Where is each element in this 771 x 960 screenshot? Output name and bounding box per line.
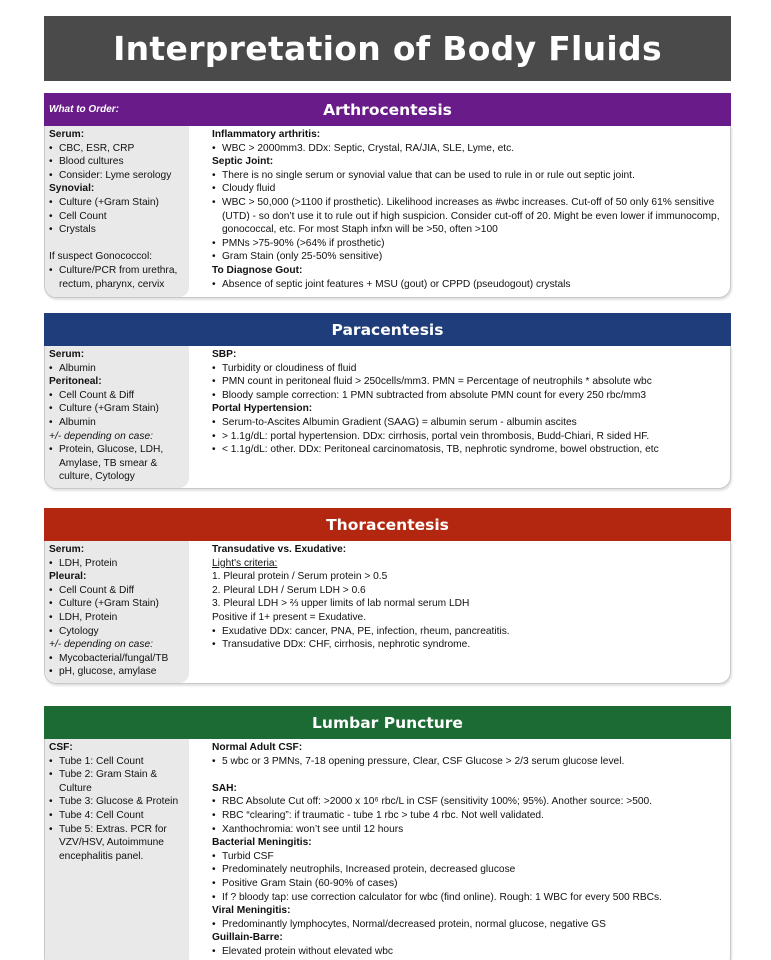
list-item: • Tube 3: Glucose & Protein xyxy=(49,795,189,809)
list-item: Light's criteria: xyxy=(212,557,278,569)
section-body xyxy=(44,346,731,489)
list-item: • LDH, Protein xyxy=(49,611,189,625)
list-item: • RBC “clearing”: if traumatic - tube 1 rbc > tube 4 rbc. Not well validated. xyxy=(212,809,724,823)
list-item: • Xanthochromia: won’t see until 12 hours xyxy=(212,823,724,837)
subheading: Portal Hypertension: xyxy=(212,403,313,415)
list-item: • Tube 1: Cell Count xyxy=(49,755,189,769)
section-paracentesis xyxy=(44,313,731,489)
section-arthrocentesis xyxy=(44,93,731,298)
list-item: • Predominantly lymphocytes, Normal/decreased protein, normal glucose, negative GS xyxy=(212,918,724,932)
page-title: Interpretation of Body Fluids xyxy=(44,16,731,81)
list-item: • Elevated protein without elevated wbc xyxy=(212,945,724,959)
list-item: • PMN count in peritoneal fluid > 250cells/mm3. PMN = Percentage of neutrophils * absolute wbc xyxy=(212,375,724,389)
subheading: SBP: xyxy=(212,349,237,360)
list-item: • If ? bloody tap: use correction calculator for wbc (find online). Rough: 1 WBC for every 500 RBCs. xyxy=(212,891,724,905)
list-item: • Bloody sample correction: 1 PMN subtracted from absolute PMN count for every 250 rbc/mm3 xyxy=(212,389,724,403)
list-item: • Exudative DDx: cancer, PNA, PE, infection, rheum, pancreatitis. xyxy=(212,625,724,639)
interpretation-list xyxy=(212,739,724,959)
subheading: Serum: xyxy=(49,129,85,140)
list-item: • Turbid CSF xyxy=(212,850,724,864)
list-item: • Serum-to-Ascites Albumin Gradient (SAAG) = albumin serum - albumin ascites xyxy=(212,416,724,430)
list-item: • pH, glucose, amylase xyxy=(49,665,189,679)
interpretation-list xyxy=(212,541,724,652)
section-header xyxy=(44,313,731,346)
interpretation-list xyxy=(212,126,724,291)
section-header xyxy=(44,508,731,541)
section-body xyxy=(44,739,731,960)
subheading: Septic Joint: xyxy=(212,156,274,168)
section-title: Lumbar Puncture xyxy=(312,714,463,732)
list-item: • Gram Stain (only 25-50% sensitive) xyxy=(212,250,724,264)
order-list xyxy=(45,541,189,683)
what-to-order-label: What to Order: xyxy=(49,104,119,115)
list-item: +/- depending on case: xyxy=(49,430,153,442)
list-item: • Culture (+Gram Stain) xyxy=(49,196,189,210)
list-item: • Cytology xyxy=(49,625,189,639)
list-item: • Transudative DDx: CHF, cirrhosis, nephrotic syndrome. xyxy=(212,638,724,652)
list-item: • Cell Count & Diff xyxy=(49,584,189,598)
section-header xyxy=(44,93,731,126)
list-item: • RBC Absolute Cut off: >2000 x 10⁶ rbc/L in CSF (sensitivity 100%; 95%). Another source: >500. xyxy=(212,795,724,809)
list-item: • Cloudy fluid xyxy=(212,182,724,196)
subheading: Transudative vs. Exudative: xyxy=(212,544,347,555)
subheading: Peritoneal: xyxy=(49,376,102,388)
list-item: +/- depending on case: xyxy=(49,639,153,651)
list-item: • Albumin xyxy=(49,362,189,376)
list-item: • Crystals xyxy=(49,223,189,237)
subheading: Serum: xyxy=(49,349,85,360)
section-body xyxy=(44,126,731,298)
list-item: • PMNs >75-90% (>64% if prosthetic) xyxy=(212,237,724,251)
list-item: 1. Pleural protein / Serum protein > 0.5 xyxy=(212,571,388,583)
subheading: To Diagnose Gout: xyxy=(212,264,303,276)
list-item: Positive if 1+ present = Exudative. xyxy=(212,611,367,623)
list-item: • Protein, Glucose, LDH, Amylase, TB smear & culture, Cytology xyxy=(49,443,189,484)
subheading: Guillain-Barre: xyxy=(212,932,283,944)
list-item: • WBC > 50,000 (>1100 if prosthetic). Likelihood increases as #wbc increases. Cut-off of 50 only 61% sensitive (UTD) - so don’t use it to rule out if high suspicion. Consider cut-off of 20. Might be even lower if immunocomp, gonococcal, etc. For most Staph infxn will be >50, often >100 xyxy=(212,196,724,237)
list-item: • Positive Gram Stain (60-90% of cases) xyxy=(212,877,724,891)
list-item: • Tube 2: Gram Stain & Culture xyxy=(49,768,189,795)
list-item: • Blood cultures xyxy=(49,155,189,169)
list-item: If suspect Gonococcol: xyxy=(49,251,153,263)
list-item: • < 1.1g/dL: other. DDx: Peritoneal carcinomatosis, TB, nephrotic syndrome, bowel obstruction, etc xyxy=(212,443,724,457)
section-title: Thoracentesis xyxy=(326,516,449,534)
list-item: • Culture (+Gram Stain) xyxy=(49,597,189,611)
section-title: Arthrocentesis xyxy=(323,101,452,119)
list-item: • LDH, Protein xyxy=(49,557,189,571)
subheading: Bacterial Meningitis: xyxy=(212,837,312,849)
list-item: • Turbidity or cloudiness of fluid xyxy=(212,362,724,376)
list-item: • Albumin xyxy=(49,416,189,430)
list-item: 2. Pleural LDH / Serum LDH > 0.6 xyxy=(212,584,366,596)
list-item: • Tube 5: Extras. PCR for VZV/HSV, Autoimmune encephalitis panel. xyxy=(49,823,189,864)
list-item: • Predominately neutrophils, Increased protein, decreased glucose xyxy=(212,863,724,877)
list-item: • Consider: Lyme serology xyxy=(49,169,189,183)
subheading: Serum: xyxy=(49,544,85,555)
section-lumbar-puncture xyxy=(44,706,731,960)
order-list xyxy=(45,126,189,297)
list-item: • CBC, ESR, CRP xyxy=(49,142,189,156)
section-header xyxy=(44,706,731,739)
subheading: Viral Meningitis: xyxy=(212,905,291,917)
list-item: 3. Pleural LDH > ⅔ upper limits of lab normal serum LDH xyxy=(212,598,470,610)
subheading: Normal Adult CSF: xyxy=(212,742,303,753)
list-item: • Culture (+Gram Stain) xyxy=(49,402,189,416)
list-item: • Absence of septic joint features + MSU (gout) or CPPD (pseudogout) crystals xyxy=(212,278,724,292)
list-item: • Cell Count & Diff xyxy=(49,389,189,403)
list-item: • Mycobacterial/fungal/TB xyxy=(49,652,189,666)
subheading: CSF: xyxy=(49,742,73,753)
list-item: • > 1.1g/dL: portal hypertension. DDx: cirrhosis, portal vein thrombosis, Budd-Chiari, R sided HF. xyxy=(212,430,724,444)
list-item: • Cell Count xyxy=(49,210,189,224)
list-item: • 5 wbc or 3 PMNs, 7-18 opening pressure, Clear, CSF Glucose > 2/3 serum glucose level. xyxy=(212,755,724,769)
spacer xyxy=(212,768,724,782)
list-item: • Culture/PCR from urethra, rectum, pharynx, cervix xyxy=(49,264,189,291)
subheading: SAH: xyxy=(212,782,237,794)
subheading: Pleural: xyxy=(49,571,87,583)
list-item: • WBC > 2000mm3. DDx: Septic, Crystal, RA/JIA, SLE, Lyme, etc. xyxy=(212,142,724,156)
subheading: Synovial: xyxy=(49,183,95,195)
order-list xyxy=(45,346,189,488)
interpretation-list xyxy=(212,346,724,457)
section-thoracentesis xyxy=(44,508,731,684)
list-item: • There is no single serum or synovial value that can be used to rule in or rule out septic joint. xyxy=(212,169,724,183)
section-title: Paracentesis xyxy=(331,321,444,339)
order-list xyxy=(45,739,189,960)
subheading: Inflammatory arthritis: xyxy=(212,129,321,140)
spacer xyxy=(49,237,189,251)
section-body xyxy=(44,541,731,684)
list-item: • Tube 4: Cell Count xyxy=(49,809,189,823)
